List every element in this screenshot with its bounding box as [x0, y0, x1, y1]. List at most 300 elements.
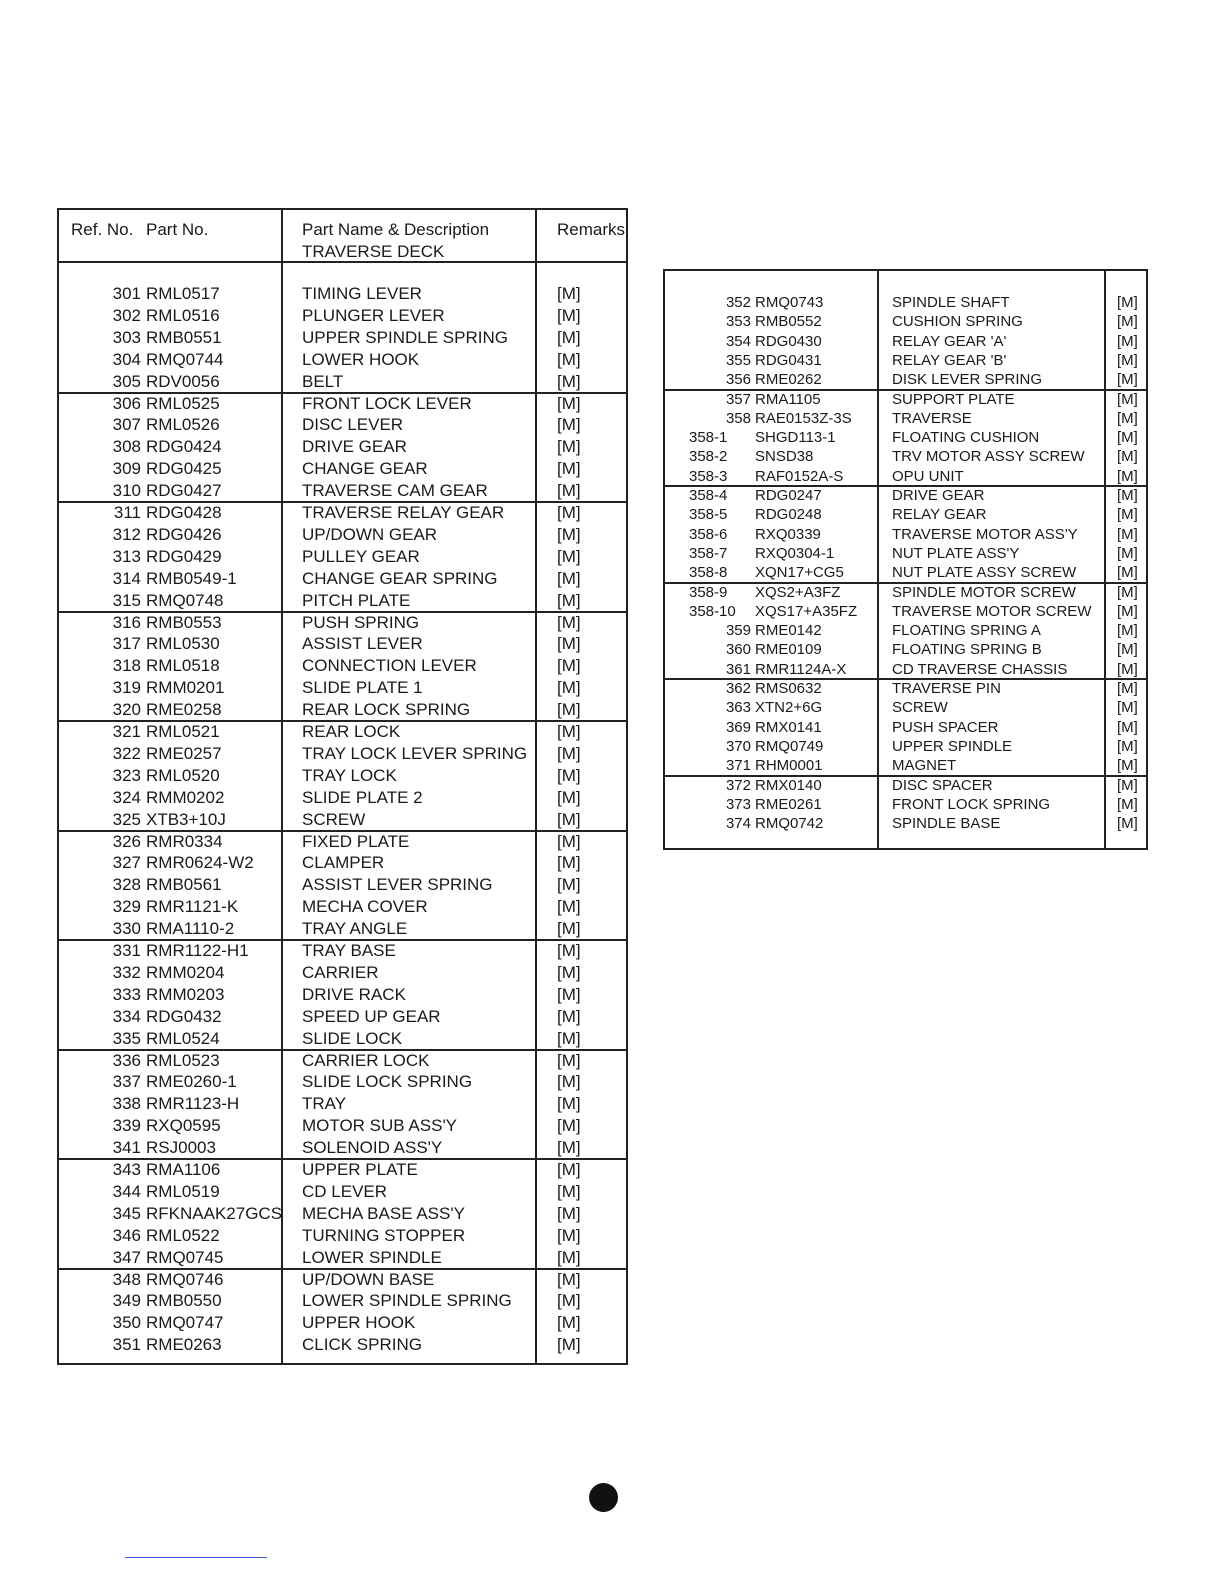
cell-part: RMR1124A-X — [755, 660, 847, 678]
cell-ref: 336 — [112, 1050, 141, 1070]
cell-pre: 358-7 — [689, 544, 728, 562]
cell-part: RMQ0745 — [146, 1247, 224, 1267]
cell-ref: 349 — [112, 1291, 141, 1311]
cell-ref: 351 — [112, 1335, 141, 1355]
cell-ref: 314 — [112, 568, 141, 588]
cell-ref: 315 — [112, 590, 141, 610]
cell-name: DISC SPACER — [892, 776, 993, 794]
cell-ref: 304 — [112, 349, 141, 369]
cell-ref: 357 — [725, 390, 751, 408]
cell-rem: [M] — [557, 568, 581, 588]
cell-ref: 327 — [112, 853, 141, 873]
parts-table-left — [57, 208, 628, 1365]
cell-part: RMA1105 — [755, 390, 821, 408]
group-divider — [665, 389, 1146, 391]
cell-name: FRONT LOCK SPRING — [892, 795, 1051, 813]
table-row — [59, 1072, 626, 1094]
cell-part: RML0526 — [146, 415, 220, 435]
cell-ref: 329 — [112, 897, 141, 917]
group-divider — [59, 939, 626, 941]
cell-ref: 326 — [112, 831, 141, 851]
cell-pre: 358-5 — [689, 506, 728, 524]
cell-name: DISC LEVER — [302, 415, 404, 435]
table-row — [59, 525, 626, 547]
cell-rem: [M] — [557, 962, 581, 982]
cell-part: RML0520 — [146, 765, 220, 785]
group-divider — [665, 678, 1146, 680]
cell-part: RMR0624-W2 — [146, 853, 254, 873]
header-ref-no: Ref. No. — [71, 220, 134, 239]
cell-name: PUSH SPACER — [892, 718, 999, 736]
cell-part: RHM0001 — [755, 757, 823, 775]
table-row — [59, 744, 626, 766]
table-row — [665, 564, 1146, 583]
parts-table-right — [663, 269, 1148, 850]
cell-name: TRV MOTOR ASSY SCREW — [892, 448, 1085, 466]
cell-rem: [M] — [557, 1138, 581, 1158]
table-row — [59, 1160, 626, 1182]
cell-part: RAF0152A-S — [755, 467, 844, 485]
cell-ref: 356 — [725, 371, 751, 389]
cell-name: CHANGE GEAR SPRING — [302, 568, 498, 588]
cell-name: CUSHION SPRING — [892, 313, 1023, 331]
cell-rem: [M] — [1117, 390, 1138, 408]
group-divider — [59, 830, 626, 832]
cell-ref: 369 — [725, 718, 751, 736]
cell-rem: [M] — [557, 1181, 581, 1201]
cell-name: SUPPORT PLATE — [892, 390, 1015, 408]
cell-rem: [M] — [557, 1203, 581, 1223]
table-row — [665, 584, 1146, 603]
cell-part: XQN17+CG5 — [755, 564, 844, 582]
cell-rem: [M] — [557, 503, 581, 522]
cell-rem: [M] — [1117, 371, 1138, 389]
cell-ref: 360 — [725, 641, 751, 659]
cell-rem: [M] — [557, 590, 581, 610]
table-row — [665, 680, 1146, 699]
cell-name: LOWER HOOK — [302, 349, 420, 369]
cell-rem: [M] — [1117, 737, 1138, 755]
cell-ref: 324 — [112, 787, 141, 807]
table-row — [59, 459, 626, 481]
group-divider — [59, 1268, 626, 1270]
cell-ref: 333 — [112, 984, 141, 1004]
footer-link-underline — [125, 1557, 267, 1558]
header-part-name: Part Name & Description — [302, 220, 490, 239]
cell-ref: 301 — [112, 284, 141, 303]
cell-name: REAR LOCK SPRING — [302, 700, 471, 720]
cell-name: CARRIER LOCK — [302, 1050, 430, 1070]
cell-part: XQS17+A35FZ — [755, 602, 858, 620]
table-row — [59, 919, 626, 941]
cell-name: TRAY LOCK — [302, 765, 397, 785]
cell-rem: [M] — [557, 875, 581, 895]
cell-name: RELAY GEAR 'A' — [892, 332, 1007, 350]
cell-ref: 354 — [725, 332, 751, 350]
cell-name: UP/DOWN BASE — [302, 1269, 435, 1289]
cell-ref: 361 — [725, 660, 751, 678]
cell-part: RDG0426 — [146, 524, 222, 544]
cell-name: CD LEVER — [302, 1181, 388, 1201]
cell-name: SLIDE PLATE 2 — [302, 787, 423, 807]
cell-rem: [M] — [1117, 467, 1138, 485]
cell-ref: 374 — [725, 815, 751, 833]
cell-rem: [M] — [557, 546, 581, 566]
cell-name: TRAY — [302, 1094, 347, 1114]
table-row — [665, 603, 1146, 622]
table-row — [59, 284, 626, 306]
cell-rem: [M] — [557, 1291, 581, 1311]
table-row — [59, 1204, 626, 1226]
cell-part: RML0519 — [146, 1181, 220, 1201]
cell-ref: 355 — [725, 351, 751, 369]
cell-pre: 358-10 — [689, 602, 736, 620]
table-row — [665, 757, 1146, 776]
cell-part: RMQ0744 — [146, 349, 224, 369]
table-row — [665, 391, 1146, 410]
cell-rem: [M] — [1117, 487, 1138, 504]
table-row — [59, 1313, 626, 1335]
cell-name: TRAVERSE — [892, 409, 972, 427]
cell-name: PLUNGER LEVER — [302, 305, 445, 325]
cell-ref: 348 — [112, 1269, 141, 1289]
cell-name: ASSIST LEVER — [302, 634, 423, 654]
table-row — [59, 897, 626, 919]
cell-rem: [M] — [557, 984, 581, 1004]
cell-rem: [M] — [557, 1269, 581, 1289]
cell-part: RMX0141 — [755, 718, 822, 736]
table-row — [59, 1029, 626, 1051]
cell-ref: 307 — [112, 415, 141, 435]
cell-ref: 322 — [112, 743, 141, 763]
cell-rem: [M] — [557, 1116, 581, 1136]
table-row — [59, 1270, 626, 1292]
cell-name: SCREW — [892, 699, 948, 717]
cell-name: DISK LEVER SPRING — [892, 371, 1043, 389]
table-row — [665, 506, 1146, 525]
cell-pre: 358-1 — [689, 429, 728, 447]
cell-ref: 330 — [112, 919, 141, 939]
cell-rem: [M] — [1117, 409, 1138, 427]
cell-rem: [M] — [557, 349, 581, 369]
cell-name: DRIVE GEAR — [302, 437, 407, 457]
cell-part: XTB3+10J — [146, 809, 226, 829]
cell-name: SLIDE PLATE 1 — [302, 678, 423, 698]
cell-ref: 308 — [112, 437, 141, 457]
cell-part: RMQ0746 — [146, 1269, 224, 1289]
cell-ref: 346 — [112, 1225, 141, 1245]
cell-rem: [M] — [557, 634, 581, 654]
cell-name: PITCH PLATE — [302, 590, 411, 610]
cell-rem: [M] — [557, 1160, 581, 1179]
cell-part: SHGD113-1 — [755, 429, 836, 447]
cell-name: SPINDLE SHAFT — [892, 294, 1010, 311]
cell-name: DRIVE GEAR — [892, 487, 985, 504]
cell-part: RML0518 — [146, 656, 220, 676]
table-row — [59, 810, 626, 832]
table-row — [59, 700, 626, 722]
cell-part: XTN2+6G — [755, 699, 823, 717]
cell-ref: 312 — [112, 524, 141, 544]
table-row — [59, 788, 626, 810]
cell-part: RMB0549-1 — [146, 568, 237, 588]
table-row — [665, 371, 1146, 390]
cell-name: LOWER SPINDLE — [302, 1247, 442, 1267]
table-row — [59, 306, 626, 328]
cell-name: MAGNET — [892, 757, 957, 775]
group-divider — [59, 1049, 626, 1051]
cell-name: TRAVERSE RELAY GEAR — [302, 503, 505, 522]
cell-name: FLOATING SPRING A — [892, 622, 1041, 640]
cell-rem: [M] — [557, 437, 581, 457]
cell-part: RSJ0003 — [146, 1138, 216, 1158]
table-row — [665, 719, 1146, 738]
cell-ref: 328 — [112, 875, 141, 895]
cell-rem: [M] — [557, 1313, 581, 1333]
section-title: TRAVERSE DECK — [302, 242, 445, 261]
cell-rem: [M] — [1117, 429, 1138, 447]
cell-rem: [M] — [1117, 641, 1138, 659]
cell-part: RDG0247 — [755, 487, 822, 504]
cell-name: SLIDE LOCK — [302, 1028, 403, 1048]
cell-rem: [M] — [1117, 718, 1138, 736]
cell-part: RMB0552 — [755, 313, 822, 331]
cell-ref: 325 — [112, 809, 141, 829]
cell-part: RML0517 — [146, 284, 220, 303]
cell-part: RFKNAAK27GCS — [146, 1203, 283, 1223]
cell-name: ASSIST LEVER SPRING — [302, 875, 493, 895]
cell-name: OPU UNIT — [892, 467, 964, 485]
cell-name: MOTOR SUB ASS'Y — [302, 1116, 458, 1136]
cell-part: RME0142 — [755, 622, 822, 640]
cell-rem: [M] — [557, 481, 581, 501]
cell-rem: [M] — [557, 371, 581, 391]
cell-part: RXQ0595 — [146, 1116, 221, 1136]
table-row — [665, 545, 1146, 564]
table-row — [665, 641, 1146, 660]
cell-part: RMB0561 — [146, 875, 222, 895]
cell-rem: [M] — [1117, 795, 1138, 813]
cell-name: RELAY GEAR — [892, 506, 987, 524]
table-row — [59, 1007, 626, 1029]
group-divider — [59, 392, 626, 394]
cell-part: RMR0334 — [146, 831, 223, 851]
cell-name: UPPER HOOK — [302, 1313, 416, 1333]
cell-ref: 347 — [112, 1247, 141, 1267]
cell-part: RMB0553 — [146, 612, 222, 632]
cell-part: RDG0432 — [146, 1006, 222, 1026]
cell-rem: [M] — [1117, 544, 1138, 562]
cell-name: PUSH SPRING — [302, 612, 420, 632]
cell-part: RME0261 — [755, 795, 822, 813]
cell-name: TURNING STOPPER — [302, 1225, 466, 1245]
cell-ref: 350 — [112, 1313, 141, 1333]
cell-rem: [M] — [557, 919, 581, 939]
cell-name: LOWER SPINDLE SPRING — [302, 1291, 512, 1311]
cell-ref: 321 — [112, 722, 141, 741]
cell-ref: 345 — [112, 1203, 141, 1223]
cell-rem: [M] — [1117, 660, 1138, 678]
cell-ref: 358 — [725, 409, 751, 427]
cell-ref: 303 — [112, 327, 141, 347]
cell-part: RDG0430 — [755, 332, 822, 350]
cell-ref: 317 — [112, 634, 141, 654]
table-row — [59, 437, 626, 459]
table-row — [59, 1248, 626, 1270]
cell-ref: 338 — [112, 1094, 141, 1114]
cell-rem: [M] — [557, 787, 581, 807]
cell-rem: [M] — [557, 853, 581, 873]
cell-part: RMB0551 — [146, 327, 222, 347]
cell-part: RMM0202 — [146, 787, 225, 807]
cell-ref: 310 — [112, 481, 141, 501]
cell-part: RMX0140 — [755, 776, 822, 794]
cell-rem: [M] — [557, 1050, 581, 1070]
cell-name: FLOATING CUSHION — [892, 429, 1040, 447]
cell-part: RMA1110-2 — [146, 919, 235, 939]
table-row — [665, 352, 1146, 371]
table-row — [59, 372, 626, 394]
cell-rem: [M] — [1117, 313, 1138, 331]
cell-name: MECHA COVER — [302, 897, 428, 917]
cell-ref: 343 — [112, 1160, 141, 1179]
table-row — [59, 503, 626, 525]
table-row — [59, 832, 626, 854]
cell-rem: [M] — [557, 1072, 581, 1092]
cell-part: RDG0428 — [146, 503, 222, 522]
cell-part: RMQ0748 — [146, 590, 224, 610]
cell-rem: [M] — [557, 415, 581, 435]
table-row — [59, 766, 626, 788]
cell-rem: [M] — [557, 765, 581, 785]
table-row — [59, 875, 626, 897]
cell-name: CHANGE GEAR — [302, 459, 428, 479]
cell-rem: [M] — [557, 393, 581, 413]
cell-name: UPPER SPINDLE — [892, 737, 1013, 755]
cell-ref: 371 — [725, 757, 751, 775]
cell-rem: [M] — [1117, 622, 1138, 640]
table-row — [59, 415, 626, 437]
cell-pre: 358-2 — [689, 448, 728, 466]
cell-ref: 353 — [725, 313, 751, 331]
cell-ref: 302 — [112, 305, 141, 325]
table-row — [665, 333, 1146, 352]
cell-rem: [M] — [1117, 525, 1138, 543]
cell-part: RMR1121-K — [146, 897, 239, 917]
cell-name: FRONT LOCK LEVER — [302, 393, 472, 413]
table-row — [59, 1051, 626, 1073]
cell-part: RML0516 — [146, 305, 220, 325]
cell-rem: [M] — [557, 1225, 581, 1245]
cell-part: RMB0550 — [146, 1291, 222, 1311]
table-row — [59, 591, 626, 613]
cell-ref: 370 — [725, 737, 751, 755]
cell-rem: [M] — [557, 941, 581, 960]
table-row — [59, 985, 626, 1007]
cell-rem: [M] — [557, 743, 581, 763]
table-row — [665, 815, 1146, 834]
cell-name: PULLEY GEAR — [302, 546, 420, 566]
cell-name: TRAVERSE CAM GEAR — [302, 481, 488, 501]
cell-part: RMQ0747 — [146, 1313, 224, 1333]
cell-name: UP/DOWN GEAR — [302, 524, 438, 544]
cell-pre: 358-4 — [689, 487, 728, 504]
cell-name: CLAMPER — [302, 853, 385, 873]
cell-name: TRAVERSE PIN — [892, 680, 1001, 697]
cell-part: RML0530 — [146, 634, 220, 654]
table-row — [59, 963, 626, 985]
table-row — [665, 468, 1146, 487]
cell-name: NUT PLATE ASSY SCREW — [892, 564, 1077, 582]
table-row — [59, 634, 626, 656]
cell-rem: [M] — [557, 284, 581, 303]
cell-part: RMA1106 — [146, 1160, 221, 1179]
cell-ref: 362 — [725, 680, 751, 697]
cell-ref: 311 — [113, 503, 141, 522]
header-part-no: Part No. — [146, 220, 209, 239]
table-row — [665, 661, 1146, 680]
header-remarks: Remarks — [557, 220, 626, 239]
cell-rem: [M] — [1117, 448, 1138, 466]
table-row — [665, 526, 1146, 545]
table-row — [665, 796, 1146, 815]
cell-part: RDG0248 — [755, 506, 822, 524]
cell-name: TIMING LEVER — [302, 284, 422, 303]
cell-ref: 320 — [112, 700, 141, 720]
cell-name: SPINDLE BASE — [892, 815, 1001, 833]
cell-rem: [M] — [557, 1028, 581, 1048]
group-divider — [59, 501, 626, 503]
table-row — [665, 294, 1146, 313]
cell-ref: 339 — [112, 1116, 141, 1136]
cell-name: SLIDE LOCK SPRING — [302, 1072, 473, 1092]
cell-ref: 313 — [112, 546, 141, 566]
cell-name: SPEED UP GEAR — [302, 1006, 441, 1026]
table-row — [59, 1116, 626, 1138]
cell-name: TRAY ANGLE — [302, 919, 408, 939]
cell-part: RMQ0742 — [755, 815, 824, 833]
cell-part: RML0522 — [146, 1225, 220, 1245]
cell-part: RDG0431 — [755, 351, 822, 369]
table-row — [59, 394, 626, 416]
cell-part: RML0523 — [146, 1050, 220, 1070]
cell-pre: 358-6 — [689, 525, 728, 543]
cell-rem: [M] — [557, 1335, 581, 1355]
cell-part: RME0109 — [755, 641, 822, 659]
cell-name: TRAVERSE MOTOR SCREW — [892, 602, 1092, 620]
table-row — [59, 1094, 626, 1116]
cell-part: RXQ0304-1 — [755, 544, 835, 562]
table-row — [59, 569, 626, 591]
cell-part: RDG0427 — [146, 481, 222, 501]
table-row — [59, 853, 626, 875]
cell-ref: 332 — [112, 962, 141, 982]
cell-part: RDG0424 — [146, 437, 222, 457]
cell-part: RXQ0339 — [755, 525, 821, 543]
table-row — [59, 941, 626, 963]
cell-rem: [M] — [557, 831, 581, 851]
cell-ref: 335 — [112, 1028, 141, 1048]
cell-rem: [M] — [557, 897, 581, 917]
table-row — [59, 481, 626, 503]
cell-rem: [M] — [557, 327, 581, 347]
group-divider — [665, 775, 1146, 777]
cell-ref: 318 — [112, 656, 141, 676]
cell-ref: 319 — [112, 678, 141, 698]
cell-ref: 344 — [112, 1181, 141, 1201]
cell-part: RME0258 — [146, 700, 222, 720]
cell-rem: [M] — [1117, 294, 1138, 311]
